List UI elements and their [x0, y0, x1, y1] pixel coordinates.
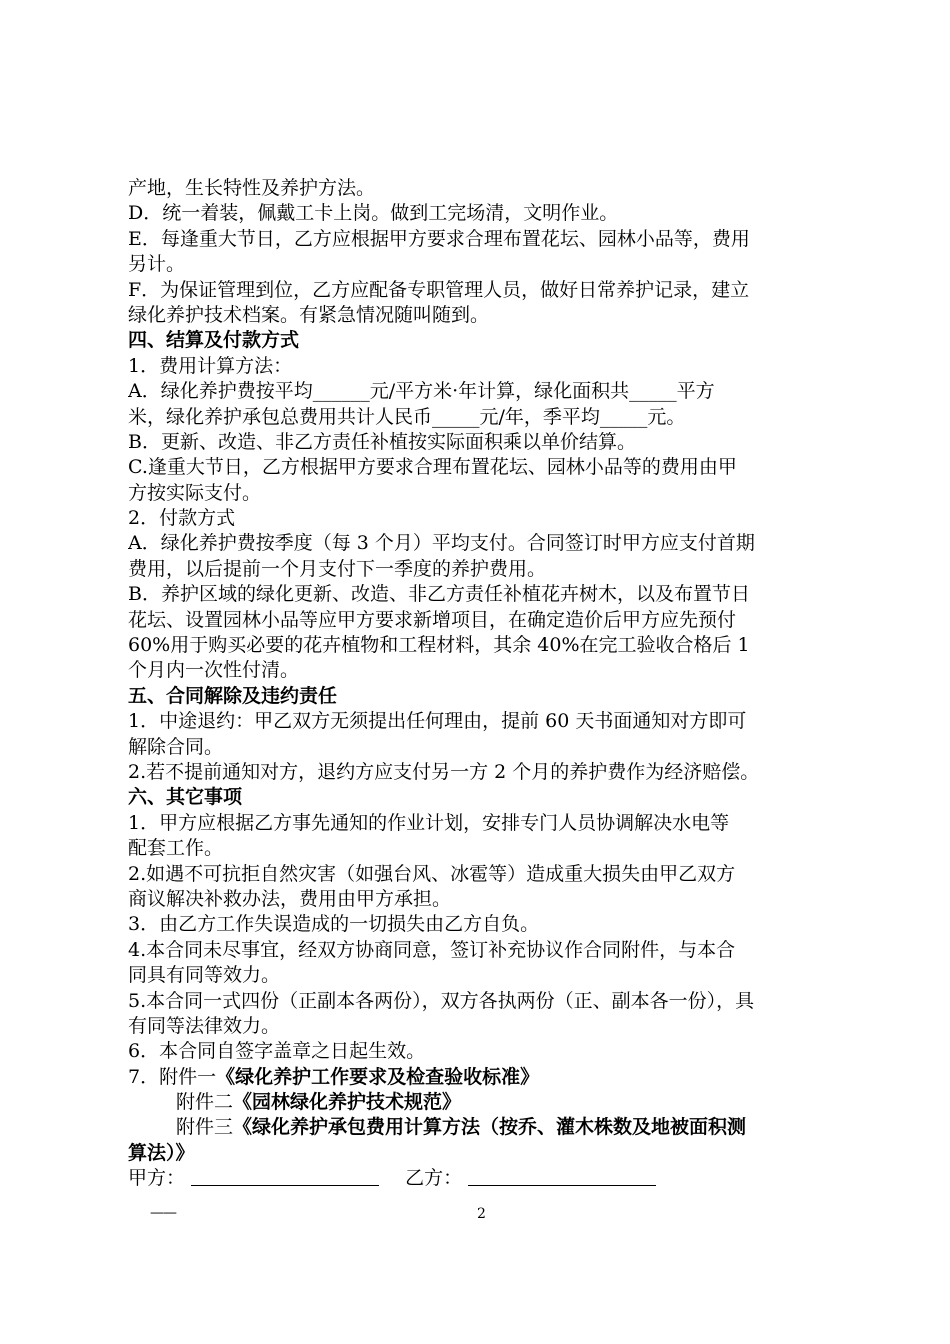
text-line: E．每逢重大节日，乙方应根据甲方要求合理布置花坛、园林小品等，费用	[128, 227, 750, 250]
text-line: 费用，以后提前一个月支付下一季度的养护费用。	[128, 557, 547, 580]
section-heading: 四、结算及付款方式	[128, 329, 300, 352]
text-line: 米，绿化养护承包总费用共计人民币_____元/年，季平均_____元。	[128, 405, 686, 428]
attachment-list	[128, 1065, 848, 1167]
text-line: 解除合同。	[128, 735, 224, 758]
section-heading: 六、其它事项	[128, 786, 243, 809]
text-line: 3．由乙方工作失误造成的一切损失由乙方自负。	[128, 913, 540, 936]
text-line: 6．本合同自签字盖章之日起生效。	[128, 1040, 426, 1063]
attachment-prefix: 附件二	[176, 1091, 234, 1114]
text-line: 配套工作。	[128, 837, 224, 860]
section-heading: 五、合同解除及违约责任	[128, 684, 338, 707]
text-line: 同具有同等效力。	[128, 964, 281, 987]
text-line: F．为保证管理到位，乙方应配备专职管理人员，做好日常养护记录，建立	[128, 278, 750, 301]
text-line: C.逢重大节日，乙方根据甲方要求合理布置花坛、园林小品等的费用由甲	[128, 456, 737, 479]
text-line: 5.本合同一式四份（正副本各两份），双方各执两份（正、副本各一份），具	[128, 989, 755, 1012]
text-line: 花坛、设置园林小品等应甲方要求新增项目，在确定造价后甲方应先预付	[128, 608, 737, 631]
party-a-blank	[191, 1167, 379, 1186]
text-line: 1．费用计算方法：	[128, 354, 293, 377]
text-line: D．统一着装，佩戴工卡上岗。做到工完场清，文明作业。	[128, 202, 619, 225]
attachment-line	[128, 1141, 848, 1166]
text-line: 产地，生长特性及养护方法。	[128, 177, 376, 199]
text-line: A．绿化养护费按季度（每 3 个月）平均支付。合同签订时甲方应支付首期	[128, 532, 755, 555]
text-line: 60%用于购买必要的花卉植物和工程材料，其余 40%在完工验收合格后 1	[128, 634, 750, 657]
text-line: 1．中途退约：甲乙双方无须提出任何理由，提前 60 天书面通知对方即可	[128, 710, 747, 733]
text-line: 方按实际支付。	[128, 481, 262, 504]
text-line: 有同等法律效力。	[128, 1014, 281, 1037]
attachment-title: 《绿化养护工作要求及检查验收标准》	[216, 1065, 540, 1088]
attachment-line	[128, 1065, 848, 1090]
text-line: 4.本合同未尽事宜，经双方协商同意，签订补充协议作合同附件，与本合	[128, 938, 736, 961]
attachment-title: 《绿化养护承包费用计算方法（按乔、灌木株数及地被面积测	[233, 1116, 747, 1139]
attachment-title: 算法）》	[128, 1141, 195, 1164]
signature-line	[128, 1166, 848, 1191]
attachment-line	[128, 1090, 848, 1115]
attachment-line	[128, 1115, 848, 1140]
text-line: 商议解决补救办法，费用由甲方承担。	[128, 887, 452, 910]
text-line: A．绿化养护费按平均______元/平方米·年计算，绿化面积共_____平方	[128, 380, 715, 403]
attachment-prefix: 附件三	[176, 1116, 234, 1139]
text-line: 2.如遇不可抗拒自然灾害（如强台风、冰雹等）造成重大损失由甲乙双方	[128, 862, 736, 885]
text-line: 另计。	[128, 253, 186, 276]
text-line: 绿化养护技术档案。有紧急情况随叫随到。	[128, 303, 490, 326]
text-line: 个月内一次性付清。	[128, 659, 300, 682]
text-line: 2.若不提前通知对方，退约方应支付另一方 2 个月的养护费作为经济赔偿。	[128, 760, 760, 783]
party-b-label: 乙方：	[405, 1167, 463, 1190]
party-a-label: 甲方：	[128, 1167, 186, 1190]
attachment-title: 《园林绿化养护技术规范》	[233, 1091, 462, 1114]
attachment-prefix: 7．附件一	[128, 1065, 217, 1088]
paragraph-lines	[128, 176, 848, 1065]
party-b-blank	[468, 1167, 656, 1186]
text-line: 2．付款方式	[128, 507, 236, 530]
document-body	[128, 176, 848, 1192]
text-line: 1．甲方应根据乙方事先通知的作业计划，安排专门人员协调解决水电等	[128, 811, 730, 834]
page-number: 2	[477, 1206, 486, 1222]
footer-dash: ——	[150, 1205, 176, 1221]
text-line: B．更新、改造、非乙方责任补植按实际面积乘以单价结算。	[128, 430, 636, 453]
text-line: B．养护区域的绿化更新、改造、非乙方责任补植花卉树木，以及布置节日	[128, 583, 750, 606]
